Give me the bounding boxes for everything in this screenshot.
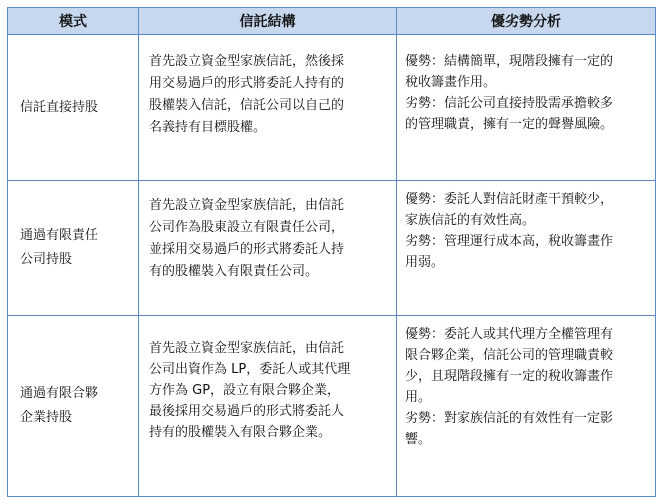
mode-text: 通過有限責任: [20, 228, 99, 243]
analysis-text: 稅收籌畫作用。: [405, 75, 497, 90]
analysis-text: 用弱。: [405, 255, 445, 270]
structure-text: 用交易過戶的形式將委託人持有的: [149, 76, 345, 91]
structure-text: 方作為 GP，設立有限合夥企業，: [149, 383, 341, 398]
analysis-text: 優勢：委託人或其代理方全權管理有: [405, 327, 614, 342]
analysis-text: 劣勢：對家族信託的有效性有一定影: [405, 411, 614, 426]
structure-text: 有的股權裝入有限責任公司。: [149, 264, 319, 279]
structure-cell: [139, 316, 397, 497]
analysis-text: 劣勢：信託公司直接持股需承擔較多: [405, 96, 614, 111]
structure-text: 持有的股權裝入有限合夥企業。: [149, 425, 332, 440]
structure-text: 並採用交易過戶的形式將委託人持: [149, 242, 345, 257]
analysis-text: 優勢：結構簡單，現階段擁有一定的: [405, 54, 614, 69]
mode-cell: [8, 316, 139, 497]
analysis-cell: [397, 35, 656, 181]
structure-text: 公司出資作為 LP，委託人或其代理: [149, 362, 351, 377]
structure-text: 首先設立資金型家族信託，由信託: [149, 341, 345, 356]
mode-cell: [8, 35, 139, 181]
mode-text: 企業持股: [20, 410, 73, 425]
structure-text: 股權裝入信託，信託公司以自己的: [149, 98, 345, 113]
analysis-text: 限合夥企業，信託公司的管理職責較: [405, 348, 614, 363]
analysis-text: 的管理職責，擁有一定的聲譽風險。: [405, 117, 614, 132]
structure-text: 名義持有目標股權。: [149, 120, 267, 135]
analysis-text: 優勢：委託人對信託財產干預較少，: [405, 192, 614, 207]
structure-cell: [139, 35, 397, 181]
structure-text: 最後採用交易過戶的形式將委託人: [149, 404, 345, 419]
structure-text: 公司作為股東設立有限責任公司，: [149, 220, 345, 235]
mode-text: 信託直接持股: [20, 99, 99, 115]
analysis-text: 少，且現階段擁有一定的稅收籌畫作: [405, 369, 614, 384]
table-row: [8, 316, 656, 497]
table-row: [8, 35, 656, 181]
analysis-text: 劣勢：管理運行成本高，稅收籌畫作: [405, 234, 614, 249]
table-header-row: [8, 8, 656, 35]
header-structure: 信託結構: [139, 8, 397, 35]
header-analysis: 優劣勢分析: [397, 8, 656, 35]
analysis-cell: [397, 181, 656, 316]
mode-text: 公司持股: [20, 252, 73, 267]
mode-cell: [8, 181, 139, 316]
header-mode: 模式: [8, 8, 139, 35]
analysis-cell: [397, 316, 656, 497]
structure-text: 首先設立資金型家族信託，然後採: [149, 54, 345, 69]
trust-comparison-table: [7, 7, 656, 497]
structure-cell: [139, 181, 397, 316]
table-row: [8, 181, 656, 316]
analysis-text: 響。: [405, 432, 432, 447]
analysis-text: 用。: [405, 390, 432, 405]
mode-text: 通過有限合夥: [20, 386, 99, 401]
structure-text: 首先設立資金型家族信託，由信託: [149, 198, 345, 213]
analysis-text: 家族信託的有效性高。: [405, 213, 536, 228]
